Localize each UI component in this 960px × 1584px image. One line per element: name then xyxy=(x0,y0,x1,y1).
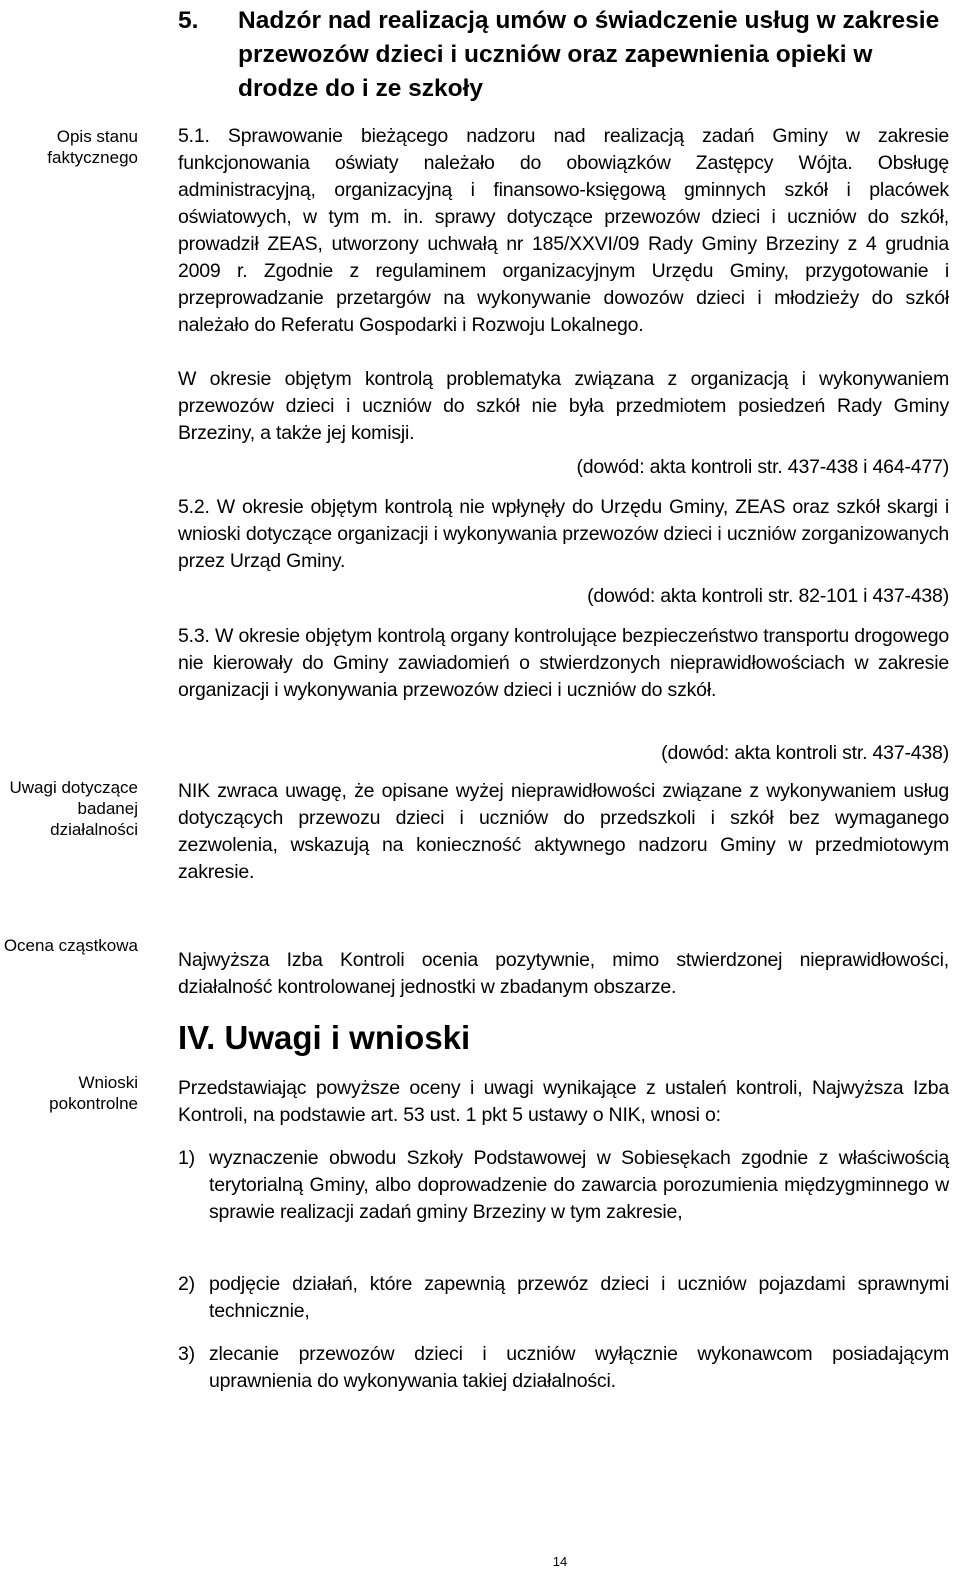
assessment-paragraph: Najwyższa Izba Kontroli ocenia pozytywnie, mimo stwierdzonej nieprawidłowości, działalność kontrolowanej jednostki w zbadanym obszarze. xyxy=(178,949,949,998)
list-item xyxy=(178,1271,949,1325)
list-item-text: wyznaczenie obwodu Szkoły Podstawowej w Sobiesękach zgodnie z właściwością terytorialną Gminy, albo doprowadzenie do zawarcia porozumienia międzygminnego w sprawie realizacji zadań gminy Brzeziny w tym zakresie, xyxy=(209,1147,949,1223)
list-item-number: 1) xyxy=(178,1147,195,1169)
section-heading xyxy=(178,4,949,106)
paragraph-5-1: 5.1. Sprawowanie bieżącego nadzoru nad realizacją zadań Gminy w zakresie funkcjonowania oświaty należało do obowiązków Zastępcy Wójta. Obsługę administracyjną, organizacyjną i finansowo-księgową gminnych szkół i placówek oświatowych, w tym m. in. sprawy dotyczące przewozów dzieci i uczniów do szkół, prowadził ZEAS, utworzony uchwałą nr 185/XXVI/09 Rady Gminy Brzeziny z 4 grudnia 2009 r. Zgodnie z regulaminem organizacyjnym Urzędu Gminy, przygotowanie i przeprowadzanie przetargów na wykonywanie dowozów dzieci i młodzieży do szkół należało do Referatu Gospodarki i Rozwoju Lokalnego. xyxy=(178,125,949,336)
list-item xyxy=(178,1145,949,1226)
section-title: Nadzór nad realizacją umów o świadczenie usług w zakresie przewozów dzieci i uczniów oraz zapewnienia opieki w drodze do i ze szkoły xyxy=(238,7,940,102)
section-iv-title: IV. Uwagi i wnioski xyxy=(178,1019,471,1056)
margin-note-partial-assessment: Ocena cząstkowa xyxy=(3,936,138,955)
paragraph-5-2: 5.2. W okresie objętym kontrolą nie wpłynęły do Urzędu Gminy, ZEAS oraz szkół skargi i wnioski dotyczące organizacji i wykonywania przewozów dzieci i uczniów zorganizowanych przez Urząd Gminy. xyxy=(178,496,949,572)
list-item-number: 3) xyxy=(178,1343,195,1365)
margin-note-factual-state: Opis stanu faktycznego xyxy=(47,127,138,167)
conclusions-intro: Przedstawiając powyższe oceny i uwagi wynikające z ustaleń kontroli, Najwyższa Izba Kontroli, na podstawie art. 53 ust. 1 pkt 5 ustawy o NIK, wnosi o: xyxy=(178,1077,949,1126)
evidence-note-1: (dowód: akta kontroli str. 437-438 i 464-477) xyxy=(576,456,949,478)
list-item-number: 2) xyxy=(178,1273,195,1295)
list-item-text: podjęcie działań, które zapewnią przewóz dzieci i uczniów pojazdami sprawnymi technicznie, xyxy=(209,1273,949,1322)
evidence-note-3: (dowód: akta kontroli str. 437-438) xyxy=(661,742,949,764)
list-item xyxy=(178,1341,949,1395)
list-item-text: zlecanie przewozów dzieci i uczniów wyłącznie wykonawcom posiadającym uprawnienia do wykonywania takiej działalności. xyxy=(209,1343,949,1392)
paragraph-5-1-continued: W okresie objętym kontrolą problematyka związana z organizacją i wykonywaniem przewozów dzieci i uczniów do szkół nie była przedmiotem posiedzeń Rady Gminy Brzeziny, a także jej komisji. xyxy=(178,368,949,444)
paragraph-5-3: 5.3. W okresie objętym kontrolą organy kontrolujące bezpieczeństwo transportu drogowego nie kierowały do Gminy zawiadomień o stwierdzonych nieprawidłowościach w zakresie organizacji i wykonywania przewozów dzieci i uczniów do szkół. xyxy=(178,625,949,701)
section-number: 5. xyxy=(178,7,199,34)
evidence-note-2: (dowód: akta kontroli str. 82-101 i 437-438) xyxy=(587,585,949,607)
margin-note-conclusions: Wnioski pokontrolne xyxy=(49,1073,138,1113)
margin-note-remarks: Uwagi dotyczące badanej działalności xyxy=(9,778,138,839)
remarks-paragraph: NIK zwraca uwagę, że opisane wyżej nieprawidłowości związane z wykonywaniem usług dotyczących przewozu dzieci i uczniów do przedszkoli i szkół bez wymaganego zezwolenia, wskazują na konieczność aktywnego nadzoru Gminy w przedmiotowym zakresie. xyxy=(178,780,949,883)
page-number: 14 xyxy=(552,1554,568,1569)
